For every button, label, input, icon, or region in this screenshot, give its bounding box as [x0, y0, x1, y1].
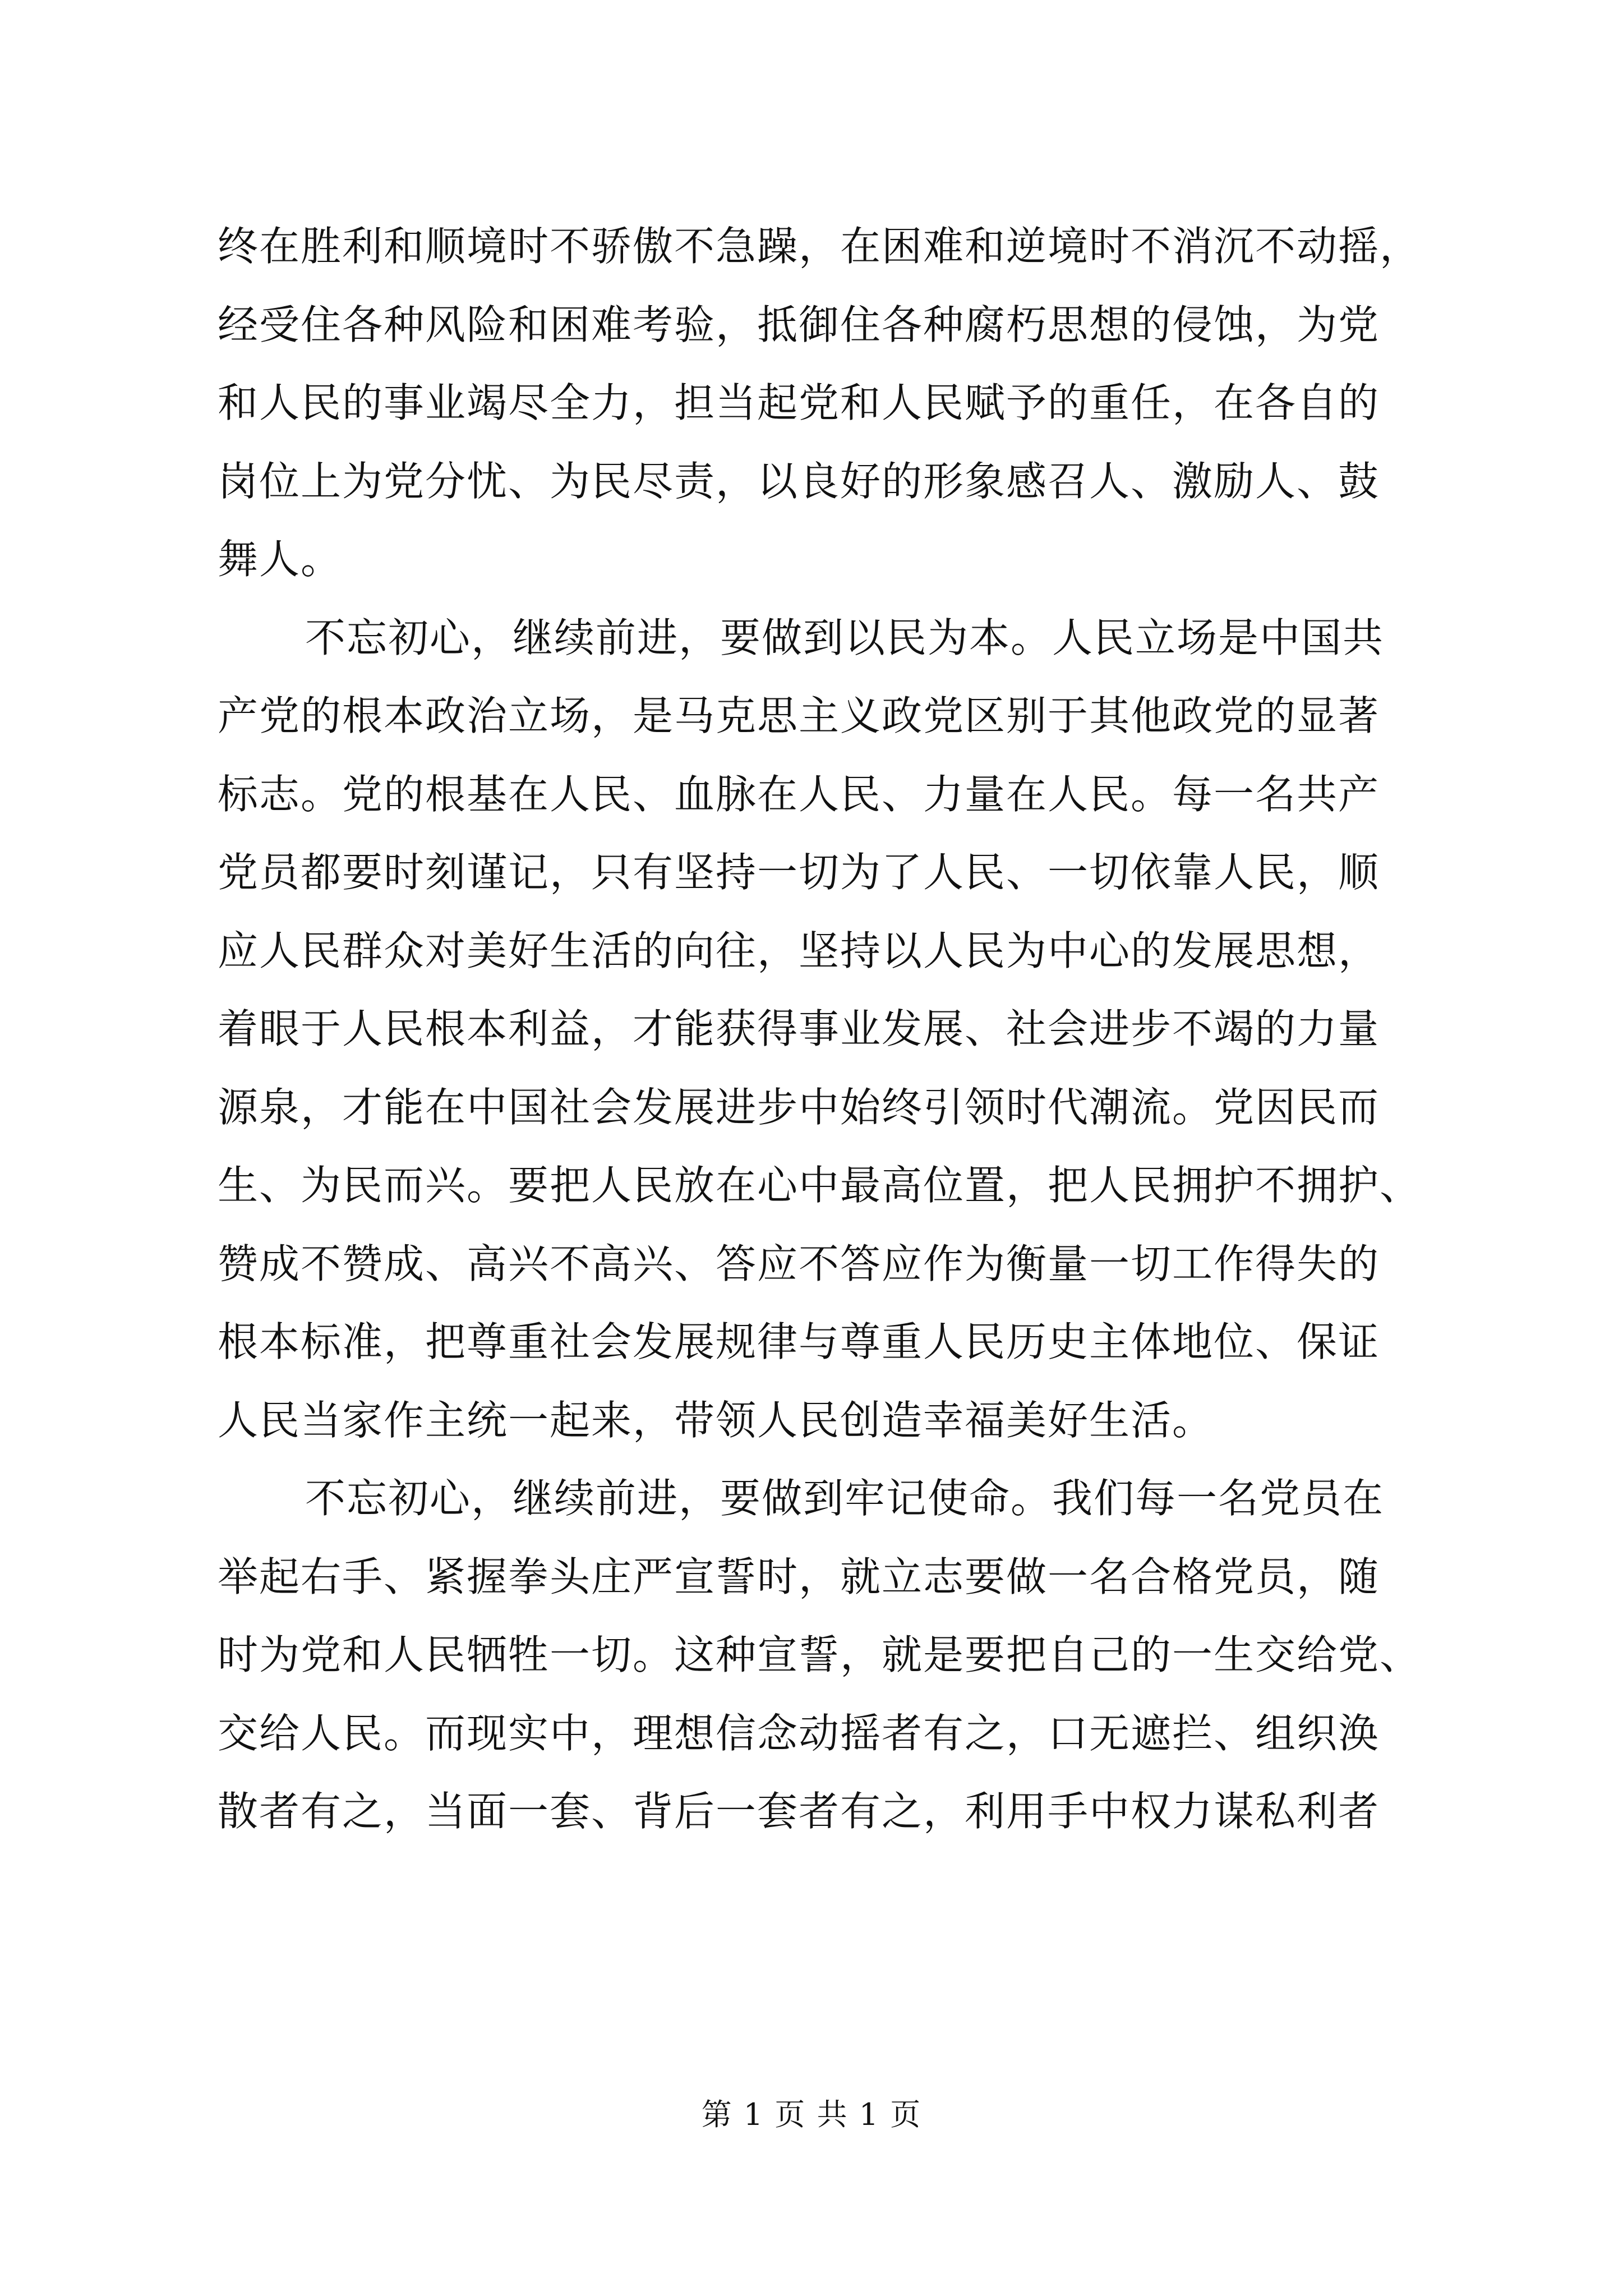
text-line: 经受住各种风险和困难考验，抵御住各种腐朽思想的侵蚀，为党	[218, 301, 1380, 348]
text-line: 舞人。	[218, 536, 343, 583]
text-line: 交给人民。而现实中，理想信念动摇者有之，口无遮拦、组织涣	[218, 1709, 1380, 1757]
paragraph-first-line: 不忘初心，继续前进，要做到牢记使命。我们每一名党员在	[305, 1475, 1385, 1522]
text-line: 产党的根本政治立场，是马克思主义政党区别于其他政党的显著	[218, 692, 1380, 739]
text-line: 人民当家作主统一起来，带领人民创造幸福美好生活。	[218, 1396, 1214, 1444]
page-footer	[0, 2095, 1623, 2134]
paragraph-first-line: 不忘初心，继续前进，要做到以民为本。人民立场是中国共	[305, 614, 1385, 661]
text-line: 着眼于人民根本利益，才能获得事业发展、社会进步不竭的力量	[218, 1005, 1380, 1052]
text-line: 党员都要时刻谨记，只有坚持一切为了人民、一切依靠人民，顺	[218, 849, 1380, 896]
text-line: 标志。党的根基在人民、血脉在人民、力量在人民。每一名共产	[218, 770, 1380, 818]
body-text	[218, 208, 1423, 1851]
text-line: 根本标准，把尊重社会发展规律与尊重人民历史主体地位、保证	[218, 1318, 1380, 1365]
text-line: 举起右手、紧握拳头庄严宣誓时，就立志要做一名合格党员，随	[218, 1553, 1380, 1600]
text-line: 终在胜利和顺境时不骄傲不急躁，在困难和逆境时不消沉不动摇，	[218, 223, 1422, 270]
text-line: 应人民群众对美好生活的向往，坚持以人民为中心的发展思想，	[218, 927, 1380, 974]
text-line: 和人民的事业竭尽全力，担当起党和人民赋予的重任，在各自的	[218, 379, 1380, 426]
page-number-label: 第 1 页 共 1 页	[701, 2097, 922, 2132]
text-line: 时为党和人民牺牲一切。这种宣誓，就是要把自己的一生交给党、	[218, 1631, 1422, 1678]
text-line: 岗位上为党分忧、为民尽责，以良好的形象感召人、激励人、鼓	[218, 457, 1380, 505]
text-line: 赞成不赞成、高兴不高兴、答应不答应作为衡量一切工作得失的	[218, 1240, 1380, 1287]
text-line: 散者有之，当面一套、背后一套者有之，利用手中权力谋私利者	[218, 1788, 1380, 1835]
text-line: 生、为民而兴。要把人民放在心中最高位置，把人民拥护不拥护、	[218, 1162, 1422, 1209]
text-line: 源泉，才能在中国社会发展进步中始终引领时代潮流。党因民而	[218, 1083, 1380, 1131]
